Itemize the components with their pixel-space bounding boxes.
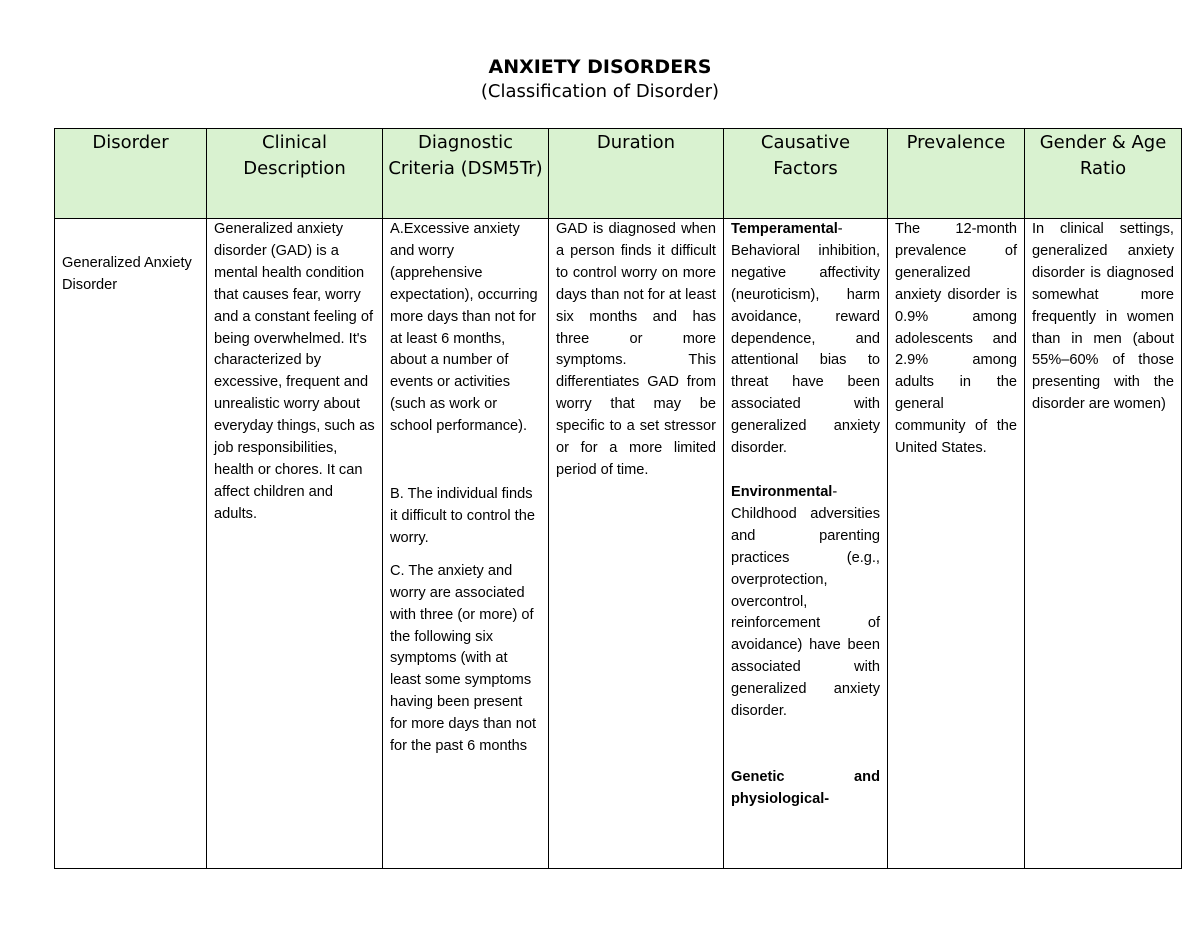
criterion-c: C. The anxiety and worry are associated with three (or more) of the following six symptoms (with at least some symptoms having been present for more days than not for the past 6 months: [390, 562, 537, 755]
cell-clinical-description: [207, 219, 383, 869]
cell-gender-age-ratio: [1025, 219, 1182, 869]
environmental-text: - Childhood adversities and parenting practices (e.g., overprotection, overcontrol, reinforcement of avoidance) have been associated with generalized anxiety disorder.: [731, 483, 880, 720]
cell-duration: [549, 219, 724, 869]
classification-table: [54, 128, 1182, 869]
cell-diagnostic-criteria: [383, 219, 549, 869]
header-causative-factors: Causative Factors: [724, 129, 888, 219]
header-diagnostic-criteria: Diagnostic Criteria (DSM5Tr): [383, 129, 549, 219]
temperamental-label: Temperamental: [731, 221, 838, 237]
document-title: ANXIETY DISORDERS: [488, 56, 712, 78]
cell-causative-factors: [724, 219, 888, 869]
cell-prevalence: [888, 219, 1025, 869]
header-gender-age-ratio: Gender & Age Ratio: [1025, 129, 1182, 219]
header-disorder: Disorder: [55, 129, 207, 219]
table-header-row: [55, 129, 1182, 219]
criterion-a: A.Excessive anxiety and worry (apprehensive expectation), occurring more days than not for at least 6 months, about a number of events or activities (such as work or school performance).: [390, 221, 538, 435]
clinical-description-text: Generalized anxiety disorder (GAD) is a mental health condition that causes fear, worry and a constant feeling of being overwhelmed. It's characterized by excessive, frequent and unrealistic worry about everyday things, such as job responsibilities, health or chores. It can affect children and adults.: [214, 221, 375, 522]
header-clinical-description: Clinical Description: [207, 129, 383, 219]
header-prevalence: Prevalence: [888, 129, 1025, 219]
criterion-b: B. The individual finds it difficult to control the worry.: [390, 486, 535, 546]
gender-age-ratio-text: In clinical settings, generalized anxiety disorder is diagnosed somewhat more frequently in women than in men (about 55%–60% of those presenting with the disorder are women): [1032, 221, 1174, 413]
causative-genetic: Genetic and physiological-: [731, 768, 880, 807]
table-row: [55, 219, 1182, 869]
temperamental-text: - Behavioral inhibition, negative affectivity (neuroticism), harm avoidance, reward dependence, and attentional bias to threat have been associated with generalized anxiety disorder.: [731, 221, 880, 457]
disorder-name: Generalized Anxiety Disorder: [62, 255, 192, 293]
cell-disorder: [55, 219, 207, 869]
causative-environmental: [731, 482, 880, 723]
header-duration: Duration: [549, 129, 724, 219]
environmental-label: Environmental: [731, 483, 833, 500]
document-subtitle: (Classification of Disorder): [480, 81, 720, 102]
duration-text: GAD is diagnosed when a person finds it difficult to control worry on more days than not for at least six months and has three or more symptoms. This differentiates GAD from worry that may be specific to a set stressor or for a more limited period of time.: [556, 221, 716, 478]
prevalence-text: The 12-month prevalence of generalized anxiety disorder is 0.9% among adolescents and 2.9% among adults in the general community of the United States.: [895, 221, 1017, 457]
causative-temperamental: [731, 219, 880, 460]
